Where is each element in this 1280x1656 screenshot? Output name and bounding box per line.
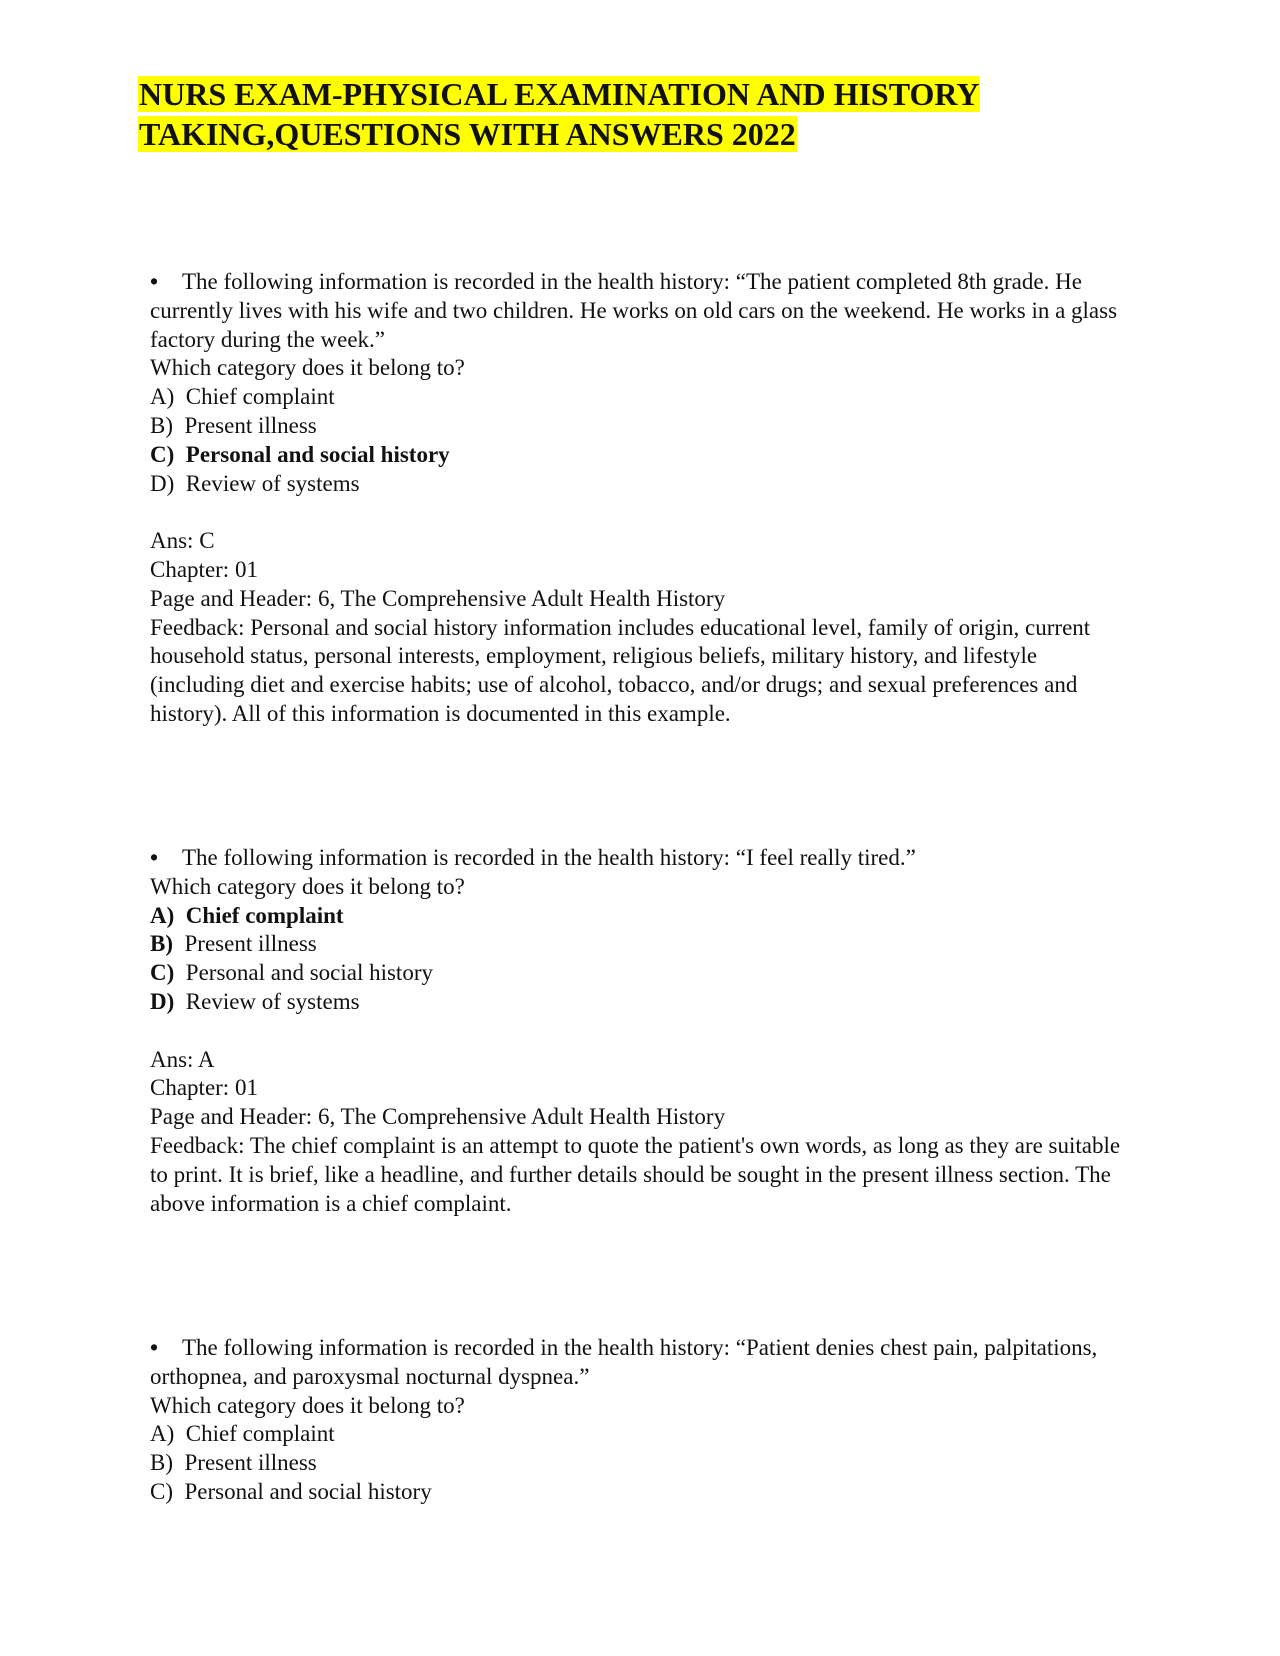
option-letter: D) bbox=[150, 470, 175, 496]
option-text: Personal and social history bbox=[184, 1478, 432, 1504]
option-list bbox=[150, 1420, 1130, 1506]
option-d bbox=[150, 988, 1130, 1017]
option-c-correct bbox=[150, 441, 1130, 470]
page-header: Page and Header: 6, The Comprehensive Adult Health History bbox=[150, 585, 726, 611]
answer: Ans: C bbox=[150, 528, 215, 554]
question-stem bbox=[150, 844, 1130, 873]
question-3 bbox=[150, 1334, 1130, 1507]
option-letter: B) bbox=[150, 931, 173, 957]
option-letter: C) bbox=[150, 960, 175, 986]
question-stem bbox=[150, 268, 1130, 354]
option-text: Personal and social history bbox=[185, 441, 450, 467]
bullet-icon: • bbox=[150, 845, 159, 870]
bullet-icon: • bbox=[150, 1335, 159, 1360]
option-letter: B) bbox=[150, 1450, 173, 1476]
option-a bbox=[150, 383, 1130, 412]
option-a bbox=[150, 1420, 1130, 1449]
option-letter: D) bbox=[150, 988, 175, 1014]
feedback: Feedback: The chief complaint is an attempt to quote the patient's own words, as long as they are suitable to print. It is brief, like a headline, and further details should be sought in the present illness section. The above information is a chief complaint. bbox=[150, 1132, 1121, 1216]
option-b bbox=[150, 930, 1130, 959]
option-a-correct bbox=[150, 902, 1130, 931]
feedback: Feedback: Personal and social history information includes educational level, family of origin, current household status, personal interests, employment, religious beliefs, military history, and lifestyle (including diet and exercise habits; use of alcohol, tobacco, and/or drugs; and sexual preferences and history). All of this information is documented in this example. bbox=[150, 614, 1091, 726]
question-prompt: Which category does it belong to? bbox=[150, 355, 465, 381]
option-letter: C) bbox=[150, 1478, 173, 1504]
question-stem-text: The following information is recorded in the health history: “I feel really tired.” bbox=[182, 845, 916, 870]
chapter: Chapter: 01 bbox=[150, 1075, 258, 1101]
answer-block bbox=[150, 527, 1130, 729]
option-d bbox=[150, 470, 1130, 499]
option-b bbox=[150, 412, 1130, 441]
option-c bbox=[150, 1478, 1130, 1507]
title-line-2: TAKING,QUESTIONS WITH ANSWERS 2022 bbox=[139, 116, 796, 152]
option-letter: A) bbox=[150, 384, 175, 410]
option-list bbox=[150, 902, 1130, 1017]
option-letter: C) bbox=[150, 441, 175, 467]
option-text: Present illness bbox=[184, 931, 317, 957]
answer-block bbox=[150, 1046, 1130, 1219]
option-text: Present illness bbox=[184, 412, 317, 438]
question-stem bbox=[150, 1334, 1130, 1392]
title-line-1: NURS EXAM-PHYSICAL EXAMINATION AND HISTORY bbox=[139, 76, 980, 112]
answer: Ans: A bbox=[150, 1046, 215, 1072]
bullet-icon: • bbox=[150, 269, 159, 294]
question-stem-text: The following information is recorded in the health history: “Patient denies chest pain, palpitations, orthopnea, and paroxysmal nocturnal dyspnea.” bbox=[150, 1335, 1098, 1389]
page-header: Page and Header: 6, The Comprehensive Adult Health History bbox=[150, 1104, 726, 1130]
option-text: Chief complaint bbox=[185, 1421, 335, 1447]
question-stem-text: The following information is recorded in the health history: “The patient completed 8th grade. He currently lives with his wife and two children. He works on old cars on the weekend. He works in a glass factory during the week.” bbox=[150, 269, 1118, 352]
option-letter: A) bbox=[150, 1421, 175, 1447]
option-list bbox=[150, 383, 1130, 498]
option-text: Chief complaint bbox=[185, 902, 344, 928]
chapter: Chapter: 01 bbox=[150, 556, 258, 582]
option-text: Review of systems bbox=[185, 988, 360, 1014]
option-text: Present illness bbox=[184, 1450, 317, 1476]
question-prompt: Which category does it belong to? bbox=[150, 873, 465, 899]
option-c bbox=[150, 959, 1130, 988]
option-letter: A) bbox=[150, 902, 175, 928]
option-text: Review of systems bbox=[185, 470, 360, 496]
option-b bbox=[150, 1449, 1130, 1478]
document-title bbox=[138, 74, 1138, 154]
option-text: Chief complaint bbox=[185, 384, 335, 410]
option-text: Personal and social history bbox=[185, 960, 433, 986]
question-2 bbox=[150, 844, 1130, 1218]
question-prompt: Which category does it belong to? bbox=[150, 1392, 465, 1418]
option-letter: B) bbox=[150, 412, 173, 438]
question-1 bbox=[150, 268, 1130, 729]
